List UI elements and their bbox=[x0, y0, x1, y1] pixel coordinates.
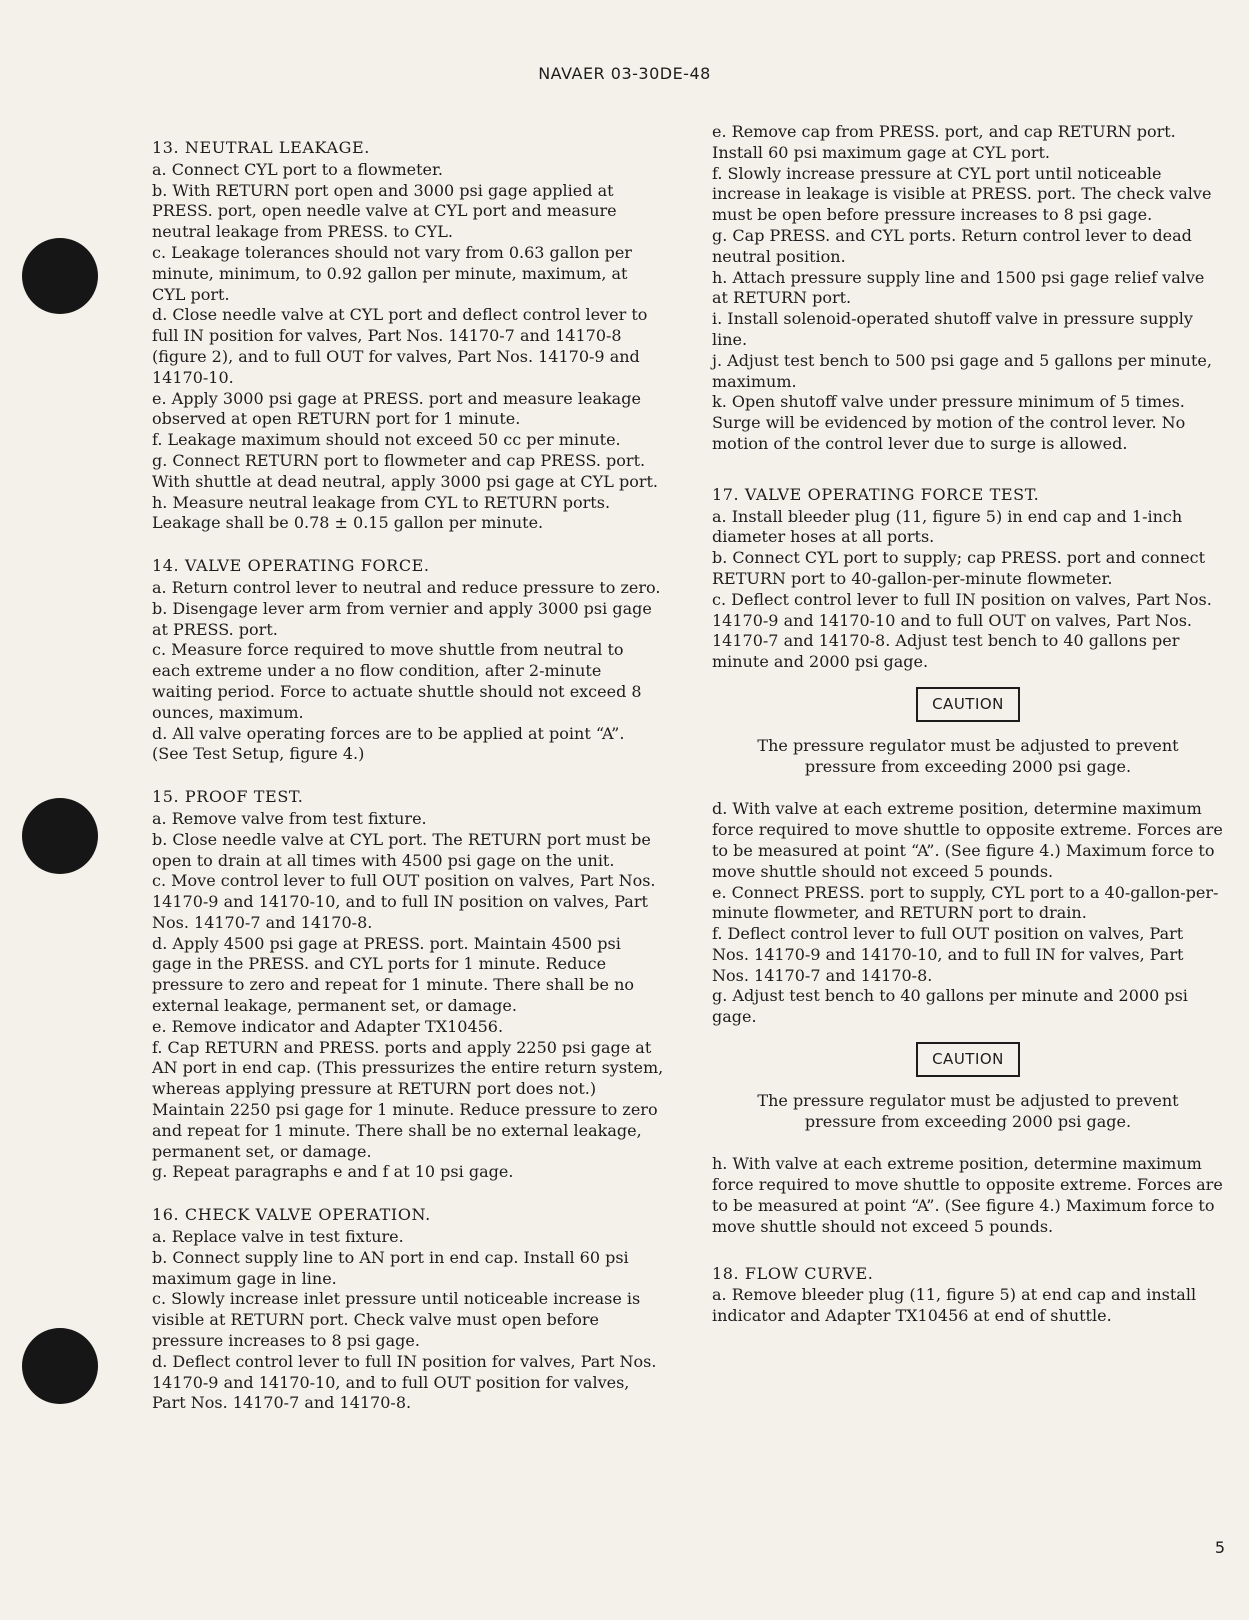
list-item: j. Adjust test bench to 500 psi gage and 5 gallons per minute, maximum. bbox=[712, 350, 1212, 391]
list-item: d. Deflect control lever to full IN position for valves, Part Nos. 14170-9 and 14170-10, and to full OUT position for valves, Part Nos. 14170-7 and 14170-8. bbox=[152, 1351, 657, 1413]
list-item: e. Apply 3000 psi gage at PRESS. port and measure leakage observed at open RETURN port for 1 minute. bbox=[152, 388, 641, 429]
list-item: a. Replace valve in test fixture. bbox=[152, 1227, 404, 1247]
section-18 bbox=[712, 1264, 1224, 1327]
list-item: b. Connect supply line to AN port in end cap. Install 60 psi maximum gage in line. bbox=[152, 1247, 629, 1288]
list-item: g. Connect RETURN port to flowmeter and cap PRESS. port. With shuttle at dead neutral, apply 3000 psi gage at CYL port. bbox=[152, 450, 658, 491]
list-item: c. Measure force required to move shuttle from neutral to each extreme under a no flow condition, after 2-minute waiting period. Force to actuate shuttle should not exceed 8 ounces, maximum. bbox=[152, 640, 642, 722]
list-item: h. With valve at each extreme position, determine maximum force required to move shuttle to opposite extreme. Forces are to be measured at point “A”. (See figure 4.) Maximum force to move shuttle should not exceed 5 pounds. bbox=[712, 1154, 1223, 1236]
section-17 bbox=[712, 485, 1224, 1238]
punch-hole-1 bbox=[22, 238, 98, 314]
section-16 bbox=[152, 1205, 664, 1414]
page-number: 5 bbox=[1214, 1538, 1225, 1557]
list-item: d. All valve operating forces are to be applied at point “A”. (See Test Setup, figure 4.) bbox=[152, 723, 625, 764]
list-item: i. Install solenoid-operated shutoff valve in pressure supply line. bbox=[712, 309, 1193, 349]
punch-hole-3 bbox=[22, 1328, 98, 1404]
section-title: 16. CHECK VALVE OPERATION. bbox=[152, 1205, 431, 1225]
left-column bbox=[152, 138, 664, 1436]
caution-notice-1 bbox=[712, 687, 1224, 722]
list-item: e. Remove indicator and Adapter TX10456. bbox=[152, 1016, 504, 1036]
list-item: c. Move control lever to full OUT position on valves, Part Nos. 14170-9 and 14170-10, and to full IN position on valves, Part Nos. 14170-7 and 14170-8. bbox=[152, 871, 656, 932]
list-item: g. Repeat paragraphs e and f at 10 psi gage. bbox=[152, 1162, 514, 1182]
document-header: NAVAER 03-30DE-48 bbox=[538, 64, 711, 83]
list-item: f. Deflect control lever to full OUT position on valves, Part Nos. 14170-9 and 14170-10, and to full IN for valves, Part Nos. 14170-7 and 14170-8. bbox=[712, 924, 1184, 985]
right-column bbox=[712, 122, 1224, 1327]
caution-label: CAUTION bbox=[916, 1042, 1020, 1077]
list-item: b. Connect CYL port to supply; cap PRESS. port and connect RETURN port to 40-gallon-per-minute flowmeter. bbox=[712, 548, 1206, 588]
list-item: h. Measure neutral leakage from CYL to RETURN ports. Leakage shall be 0.78 ± 0.15 gallon per minute. bbox=[152, 492, 611, 533]
list-item: f. Leakage maximum should not exceed 50 cc per minute. bbox=[152, 430, 621, 450]
caution-notice-2 bbox=[712, 1042, 1224, 1077]
list-item: b. With RETURN port open and 3000 psi gage applied at PRESS. port, open needle valve at CYL port and measure neutral leakage from PRESS. to CYL. bbox=[152, 180, 617, 242]
list-item: a. Install bleeder plug (11, figure 5) in end cap and 1-inch diameter hoses at all ports. bbox=[712, 506, 1183, 547]
list-item: a. Return control lever to neutral and reduce pressure to zero. bbox=[152, 577, 661, 597]
list-item: f. Cap RETURN and PRESS. ports and apply 2250 psi gage at AN port in end cap. (This pressurizes the entire return system, whereas applying pressure at RETURN port does not.) Maintain 2250 psi gage for 1 minute. Reduce pressure to zero and repeat for 1 minute. There shall be no external leakage, permanent set, or damage. bbox=[152, 1037, 664, 1161]
list-item: d. Close needle valve at CYL port and deflect control lever to full IN position for valves, Part Nos. 14170-7 and 14170-8 (figure 2), and to full OUT for valves, Part Nos. 14170-9 and 14170-10. bbox=[152, 305, 648, 387]
section-title: 18. FLOW CURVE. bbox=[712, 1263, 874, 1283]
caution-label: CAUTION bbox=[916, 687, 1020, 722]
list-item: e. Remove cap from PRESS. port, and cap RETURN port. Install 60 psi maximum gage at CYL port. bbox=[712, 122, 1176, 162]
list-item: a. Connect CYL port to a flowmeter. bbox=[152, 159, 443, 179]
list-item: d. With valve at each extreme position, determine maximum force required to move shuttle to opposite extreme. Forces are to be measured at point “A”. (See figure 4.) Maximum force to move shuttle should not exceed 5 pounds. bbox=[712, 799, 1223, 881]
section-title: 14. VALVE OPERATING FORCE. bbox=[152, 556, 430, 576]
list-item: k. Open shutoff valve under pressure minimum of 5 times. Surge will be evidenced by motion of the control lever. No motion of the control lever due to surge is allowed. bbox=[712, 392, 1186, 453]
list-item: e. Connect PRESS. port to supply, CYL port to a 40-gallon-per-minute flowmeter, and RETURN port to drain. bbox=[712, 882, 1219, 923]
caution-text: The pressure regulator must be adjusted to prevent pressure from exceeding 2000 psi gage. bbox=[757, 735, 1179, 776]
caution-text: The pressure regulator must be adjusted to prevent pressure from exceeding 2000 psi gage. bbox=[757, 1090, 1179, 1131]
section-14 bbox=[152, 556, 664, 765]
section-16-continued bbox=[712, 122, 1224, 455]
list-item: d. Apply 4500 psi gage at PRESS. port. Maintain 4500 psi gage in the PRESS. and CYL ports for 1 minute. Reduce pressure to zero and repeat for 1 minute. There shall be no external leakage, permanent set, or damage. bbox=[152, 933, 635, 1016]
section-13 bbox=[152, 138, 664, 534]
list-item: f. Slowly increase pressure at CYL port until noticeable increase in leakage is visible at PRESS. port. The check valve must be open before pressure increases to 8 psi gage. bbox=[712, 163, 1212, 225]
list-item: h. Attach pressure supply line and 1500 psi gage relief valve at RETURN port. bbox=[712, 267, 1205, 308]
list-item: c. Slowly increase inlet pressure until noticeable increase is visible at RETURN port. Check valve must open before pressure increases to 8 psi gage. bbox=[152, 1289, 641, 1351]
section-title: 13. NEUTRAL LEAKAGE. bbox=[152, 138, 370, 157]
section-title: 17. VALVE OPERATING FORCE TEST. bbox=[712, 484, 1040, 504]
list-item: g. Adjust test bench to 40 gallons per minute and 2000 psi gage. bbox=[712, 986, 1188, 1027]
list-item: c. Deflect control lever to full IN position on valves, Part Nos. 14170-9 and 14170-10 and to full OUT on valves, Part Nos. 14170-7 and 14170-8. Adjust test bench to 40 gallons per minute and 2000 psi gage. bbox=[712, 589, 1212, 672]
list-item: b. Disengage lever arm from vernier and apply 3000 psi gage at PRESS. port. bbox=[152, 598, 652, 639]
list-item: a. Remove valve from test fixture. bbox=[152, 808, 427, 828]
list-item: c. Leakage tolerances should not vary from 0.63 gallon per minute, minimum, to 0.92 gallon per minute, maximum, at CYL port. bbox=[152, 242, 632, 304]
section-15 bbox=[152, 787, 664, 1183]
punch-hole-2 bbox=[22, 798, 98, 874]
list-item: a. Remove bleeder plug (11, figure 5) at end cap and install indicator and Adapter TX10456 at end of shuttle. bbox=[712, 1285, 1197, 1326]
list-item: b. Close needle valve at CYL port. The RETURN port must be open to drain at all times with 4500 psi gage on the unit. bbox=[152, 829, 651, 870]
list-item: g. Cap PRESS. and CYL ports. Return control lever to dead neutral position. bbox=[712, 225, 1192, 266]
section-title: 15. PROOF TEST. bbox=[152, 787, 304, 807]
